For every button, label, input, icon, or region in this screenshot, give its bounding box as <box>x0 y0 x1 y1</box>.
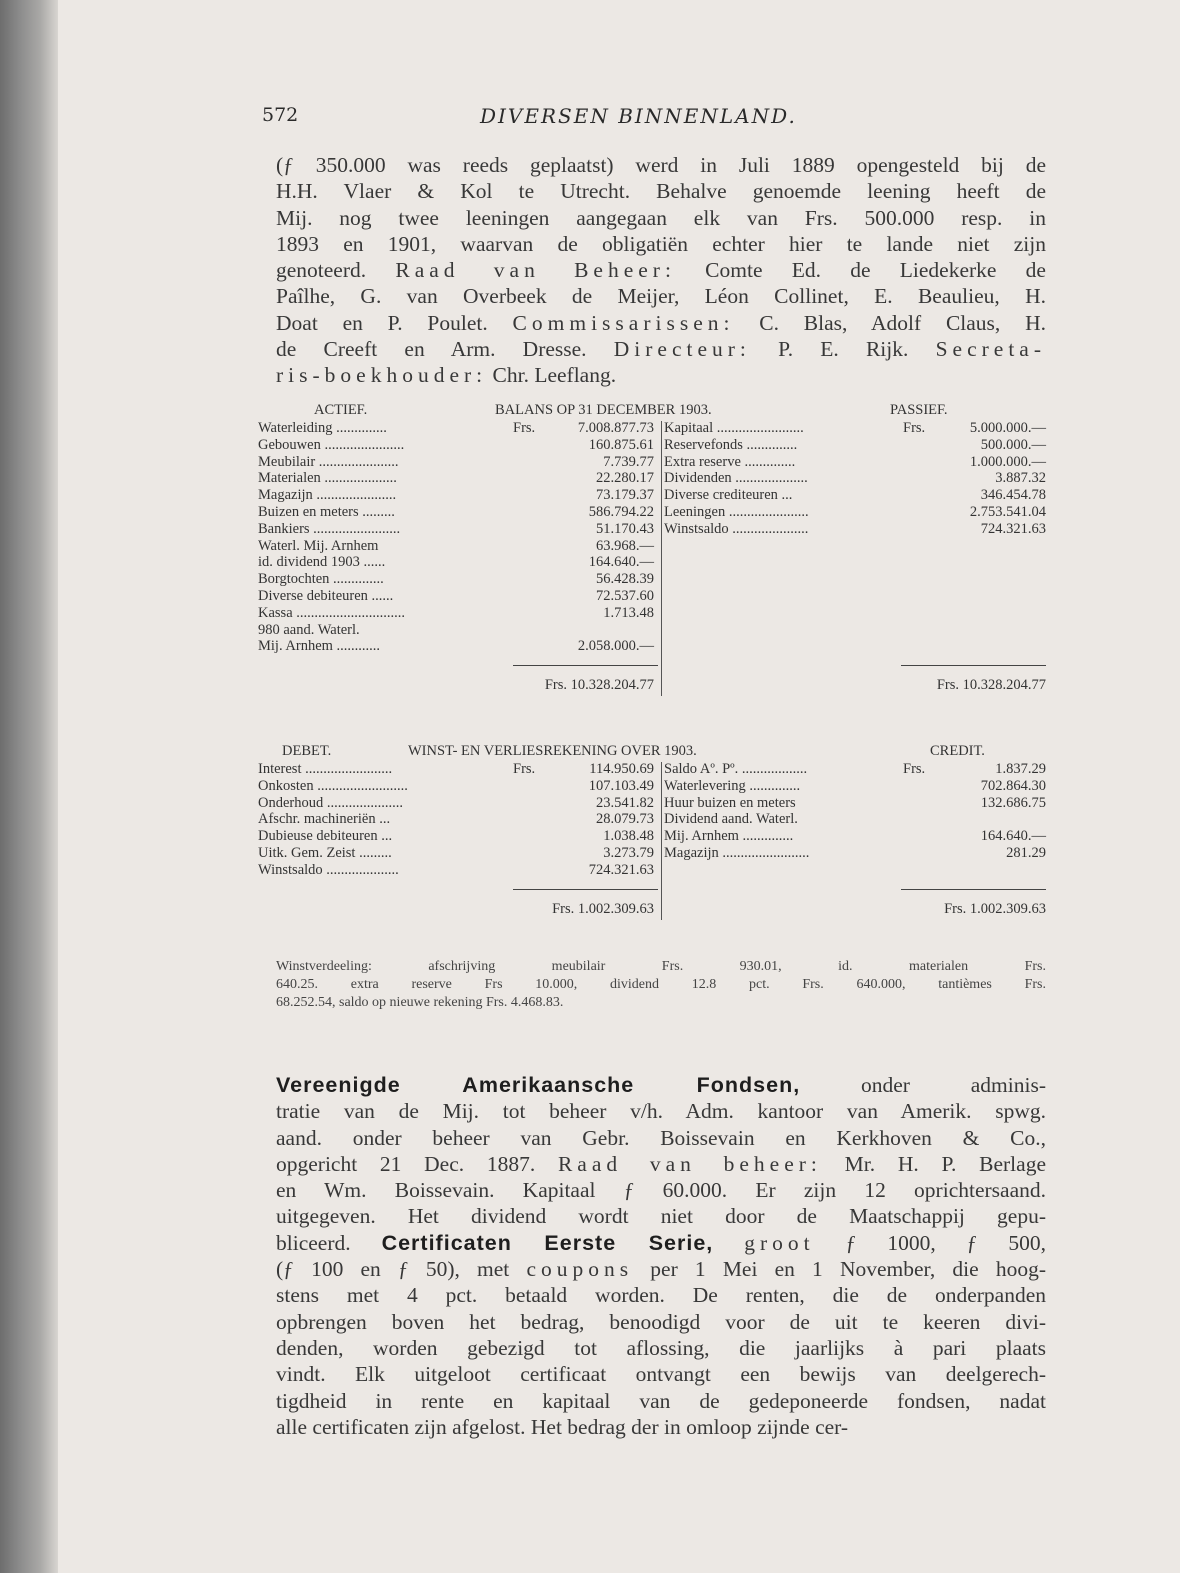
row-amount: 7.739.77 <box>603 453 654 470</box>
spaced-label: Raad van beheer: <box>557 1151 822 1176</box>
text-line <box>276 231 1046 257</box>
row-amount: 114.950.69 <box>589 761 654 777</box>
text-line <box>276 152 1046 178</box>
row-amount-right: 5.000.000.— <box>969 420 1046 436</box>
table-row <box>258 588 1048 605</box>
row-amount: 73.179.37 <box>596 487 654 504</box>
row-amount-right: 1.837.29 <box>995 761 1046 777</box>
row-label-right: Saldo Aº. Pº. .................. <box>664 761 808 777</box>
table-row <box>258 504 1048 521</box>
book-binding-shadow <box>0 0 58 1573</box>
row-label-right: Diverse crediteuren ... <box>664 487 793 504</box>
text-segment: opbrengen boven het bedrag, benoodigd voor de uit te keeren divi- <box>276 1309 1046 1334</box>
text-line <box>276 1125 1046 1151</box>
text-line <box>276 1072 1046 1098</box>
spaced-label: Secreta- <box>935 337 1046 362</box>
balance-sheet <box>258 400 1048 694</box>
row-label: Kassa .............................. <box>258 604 406 621</box>
row-label-right: Huur buizen en meters <box>664 794 796 811</box>
row-amount: 22.280.17 <box>596 470 654 487</box>
row-label-right: Leeningen ...................... <box>664 503 809 520</box>
text-segment: tratie van de Mij. tot beheer v/h. Adm. kantoor van Amerik. spwg. <box>276 1099 1046 1124</box>
debet-heading: DEBET. <box>282 743 332 759</box>
text-segment: en Wm. Boissevain. Kapitaal ƒ 60.000. Er zijn 12 oprichtersaand. <box>276 1178 1046 1203</box>
text-segment: Paîlhe, G. van Overbeek de Meijer, Léon Collinet, E. Beaulieu, H. <box>276 284 1046 309</box>
currency-label: Frs. <box>513 761 536 777</box>
row-label-right: Waterlevering .............. <box>664 777 801 794</box>
bold-heading: Certificaten Eerste Serie, <box>381 1230 714 1255</box>
text-segment: 1893 en 1901, waarvan de obligatiën echter hier te lande niet zijn <box>276 231 1046 256</box>
row-label: Buizen en meters ......... <box>258 503 395 520</box>
text-line <box>276 283 1046 309</box>
total-rule-left <box>513 665 658 666</box>
text-segment: per 1 Mei en 1 November, die hoog- <box>633 1257 1046 1282</box>
row-amount: 23.541.82 <box>596 794 654 811</box>
row-amount: 164.640.— <box>588 554 654 571</box>
row-label: Diverse debiteuren ...... <box>258 587 394 604</box>
currency-label-right: Frs. <box>903 420 926 436</box>
credit-heading: CREDIT. <box>930 743 985 759</box>
total-rule-right <box>901 665 1046 666</box>
note-line: 68.252.54, saldo op nieuwe rekening Frs. 4.468.83. <box>276 995 564 1010</box>
row-label-right: Dividenden .................... <box>664 470 808 487</box>
row-label-right: Reservefonds .............. <box>664 436 798 453</box>
row-label: Borgtochten .............. <box>258 571 384 588</box>
row-label: Interest ........................ <box>258 761 393 777</box>
row-label: Winstsaldo .................... <box>258 861 399 878</box>
text-line <box>276 205 1046 231</box>
currency-label: Frs. <box>513 420 536 436</box>
text-segment: uitgegeven. Het dividend wordt niet door de Maatschappij gepu- <box>276 1204 1046 1229</box>
text-segment: genoteerd. <box>276 258 396 283</box>
table-row <box>258 521 1048 538</box>
row-amount-right: 702.864.30 <box>980 777 1046 794</box>
text-segment: vindt. Elk uitgeloot certificaat ontvangt een bewijs van deelgerech- <box>276 1362 1046 1387</box>
row-label: Materialen .................... <box>258 470 397 487</box>
table-row <box>258 845 1048 862</box>
text-segment: opgericht 21 Dec. 1887. <box>276 1151 558 1176</box>
text-segment: bliceerd. <box>276 1230 382 1255</box>
paragraph-vereenigde-amerikaansche-fondsen <box>276 1072 1046 1440</box>
row-amount: 51.170.43 <box>596 520 654 537</box>
text-line <box>276 1388 1046 1414</box>
balance-caption <box>258 400 1048 420</box>
text-segment: alle certificaten zijn afgelost. Het bedrag der in omloop zijnde cer- <box>276 1414 849 1439</box>
page-number: 572 <box>262 104 299 126</box>
row-amount: 28.079.73 <box>596 811 654 828</box>
table-row <box>258 554 1048 571</box>
row-amount-right: 164.640.— <box>980 828 1046 845</box>
table-row <box>258 470 1048 487</box>
row-label: Magazijn ...................... <box>258 487 397 504</box>
text-segment: P. E. Rijk. <box>750 337 936 362</box>
row-label-right: Magazijn ........................ <box>664 844 810 861</box>
text-segment: H.H. Vlaer & Kol te Utrecht. Behalve genoemde leening heeft de <box>276 179 1046 204</box>
text-line <box>276 1282 1046 1308</box>
row-amount-right: 500.000.— <box>980 436 1046 453</box>
total-rule-right <box>901 889 1046 890</box>
row-amount: 3.273.79 <box>603 844 654 861</box>
text-line <box>276 178 1046 204</box>
text-line <box>276 1309 1046 1335</box>
text-segment: tigdheid in rente en kapitaal van de gedeponeerde fondsen, nadat <box>276 1388 1046 1413</box>
text-segment: aand. onder beheer van Gebr. Boissevain en Kerkhoven & Co., <box>276 1125 1046 1150</box>
row-label-right: Mij. Arnhem .............. <box>664 828 794 845</box>
spaced-label: ris-boekhouder: <box>276 363 488 388</box>
text-segment: Mij. nog twee leeningen aangegaan elk van Frs. 500.000 resp. in <box>276 205 1046 230</box>
text-line <box>276 1098 1046 1124</box>
table-row <box>258 437 1048 454</box>
row-amount-right: 1.000.000.— <box>969 453 1046 470</box>
actief-heading: ACTIEF. <box>314 402 368 418</box>
total-rule-left <box>513 889 658 890</box>
row-label: Dubieuse debiteuren ... <box>258 828 393 845</box>
row-label: Onderhoud ..................... <box>258 794 403 811</box>
table-row <box>258 454 1048 471</box>
row-amount: 1.038.48 <box>603 828 654 845</box>
row-label: Mij. Arnhem ............ <box>258 638 381 655</box>
table-row <box>258 538 1048 555</box>
table-row <box>258 622 1048 639</box>
running-title: DIVERSEN BINNENLAND. <box>480 104 797 128</box>
row-label-right: Kapitaal ........................ <box>664 420 804 436</box>
text-segment: de Creeft en Arm. Dresse. <box>276 337 614 362</box>
total-right: Frs. 1.002.309.63 <box>944 900 1046 917</box>
text-line <box>276 1361 1046 1387</box>
table-row <box>258 638 1048 655</box>
row-amount-right: 2.753.541.04 <box>969 503 1046 520</box>
text-line <box>276 362 1046 388</box>
text-line <box>276 257 1046 283</box>
row-amount: 2.058.000.— <box>577 638 654 655</box>
text-line <box>276 1203 1046 1229</box>
spaced-label: groot <box>744 1230 815 1255</box>
text-line <box>276 1414 1046 1440</box>
text-line <box>276 1230 1046 1256</box>
row-label: Waterl. Mij. Arnhem <box>258 537 379 554</box>
text-segment: stens met 4 pct. betaald worden. De renten, die de onderpanden <box>276 1283 1046 1308</box>
text-segment: C. Blas, Adolf Claus, H. <box>734 310 1046 335</box>
table-row <box>258 828 1048 845</box>
currency-label-right: Frs. <box>903 761 926 777</box>
row-amount-right: 724.321.63 <box>980 520 1046 537</box>
table-row <box>258 487 1048 504</box>
text-segment: Comte Ed. de Liedekerke de <box>675 258 1046 283</box>
row-label: Uitk. Gem. Zeist ......... <box>258 844 392 861</box>
row-amount: 72.537.60 <box>596 587 654 604</box>
row-amount: 1.713.48 <box>603 604 654 621</box>
total-left: Frs. 1.002.309.63 <box>552 900 654 917</box>
paragraph-company-details <box>276 152 1046 389</box>
spaced-label: coupons <box>526 1257 634 1282</box>
row-label: Onkosten ......................... <box>258 777 408 794</box>
table-row <box>258 761 1048 778</box>
table-row <box>258 420 1048 437</box>
text-line <box>276 1177 1046 1203</box>
balance-title: BALANS OP 31 DECEMBER 1903. <box>495 402 712 418</box>
text-line <box>276 310 1046 336</box>
row-amount-right: 281.29 <box>1006 844 1046 861</box>
row-amount-right: 3.887.32 <box>995 470 1046 487</box>
column-divider <box>661 762 662 920</box>
row-label: Afschr. machineriën ... <box>258 811 391 828</box>
passief-heading: PASSIEF. <box>890 402 948 418</box>
column-divider <box>661 421 662 696</box>
pl-caption <box>258 741 1048 761</box>
text-segment: Doat en P. Poulet. <box>276 310 513 335</box>
spaced-label: Directeur: <box>613 337 751 362</box>
row-label-right: Winstsaldo ..................... <box>664 520 809 537</box>
row-amount: 7.008.877.73 <box>577 420 654 436</box>
row-label: id. dividend 1903 ...... <box>258 554 386 571</box>
total-left: Frs. 10.328.204.77 <box>544 677 654 694</box>
bold-heading: Vereenigde Amerikaansche Fondsen, <box>276 1073 801 1097</box>
row-amount: 56.428.39 <box>596 571 654 588</box>
table-row <box>258 795 1048 812</box>
text-line <box>276 1151 1046 1177</box>
row-label-right: Dividend aand. Waterl. <box>664 811 798 828</box>
row-label-right: Extra reserve .............. <box>664 453 796 470</box>
row-amount-right: 346.454.78 <box>980 487 1046 504</box>
text-line <box>276 336 1046 362</box>
row-amount: 724.321.63 <box>588 861 654 878</box>
note-line: 640.25. extra reserve Frs 10.000, dividend 12.8 pct. Frs. 640.000, tantièmes Frs. <box>276 977 1046 992</box>
row-label: 980 aand. Waterl. <box>258 621 360 638</box>
text-segment: (ƒ 100 en ƒ 50), met <box>276 1257 527 1282</box>
profit-loss-account <box>258 741 1048 917</box>
text-segment: (ƒ 350.000 was reeds geplaatst) werd in Juli 1889 opengesteld bij de <box>276 153 1046 177</box>
pl-title: WINST- EN VERLIESREKENING OVER 1903. <box>408 743 697 759</box>
table-row <box>258 605 1048 622</box>
total-row <box>258 901 1048 918</box>
text-segment: Mr. H. P. Berlage <box>821 1151 1046 1176</box>
row-amount: 160.875.61 <box>588 436 654 453</box>
note-line: Winstverdeeling: afschrijving meubilair Frs. 930.01, id. materialen Frs. <box>276 959 1046 974</box>
text-segment: Chr. Leeflang. <box>487 363 617 388</box>
row-amount-right: 132.686.75 <box>980 794 1046 811</box>
row-label: Gebouwen ...................... <box>258 436 405 453</box>
text-segment: onder adminis- <box>800 1073 1046 1097</box>
table-row <box>258 862 1048 879</box>
table-row <box>258 811 1048 828</box>
row-label: Waterleiding .............. <box>258 420 387 436</box>
spaced-label: Raad van Beheer: <box>395 258 676 283</box>
text-line <box>276 1335 1046 1361</box>
text-segment: denden, worden gebezigd tot aflossing, die jaarlijks à pari plaats <box>276 1335 1046 1360</box>
text-segment <box>713 1231 744 1255</box>
total-right: Frs. 10.328.204.77 <box>936 677 1046 694</box>
row-label: Bankiers ........................ <box>258 520 401 537</box>
table-row <box>258 778 1048 795</box>
text-line <box>276 1256 1046 1282</box>
text-segment: ƒ 1000, ƒ 500, <box>814 1230 1046 1255</box>
profit-distribution-note <box>276 958 1046 1012</box>
row-amount: 586.794.22 <box>588 503 654 520</box>
row-amount: 63.968.— <box>596 537 654 554</box>
total-row <box>258 677 1048 694</box>
row-amount: 107.103.49 <box>588 777 654 794</box>
table-row <box>258 571 1048 588</box>
row-label: Meubilair ...................... <box>258 453 399 470</box>
spaced-label: Commissarissen: <box>512 310 735 335</box>
